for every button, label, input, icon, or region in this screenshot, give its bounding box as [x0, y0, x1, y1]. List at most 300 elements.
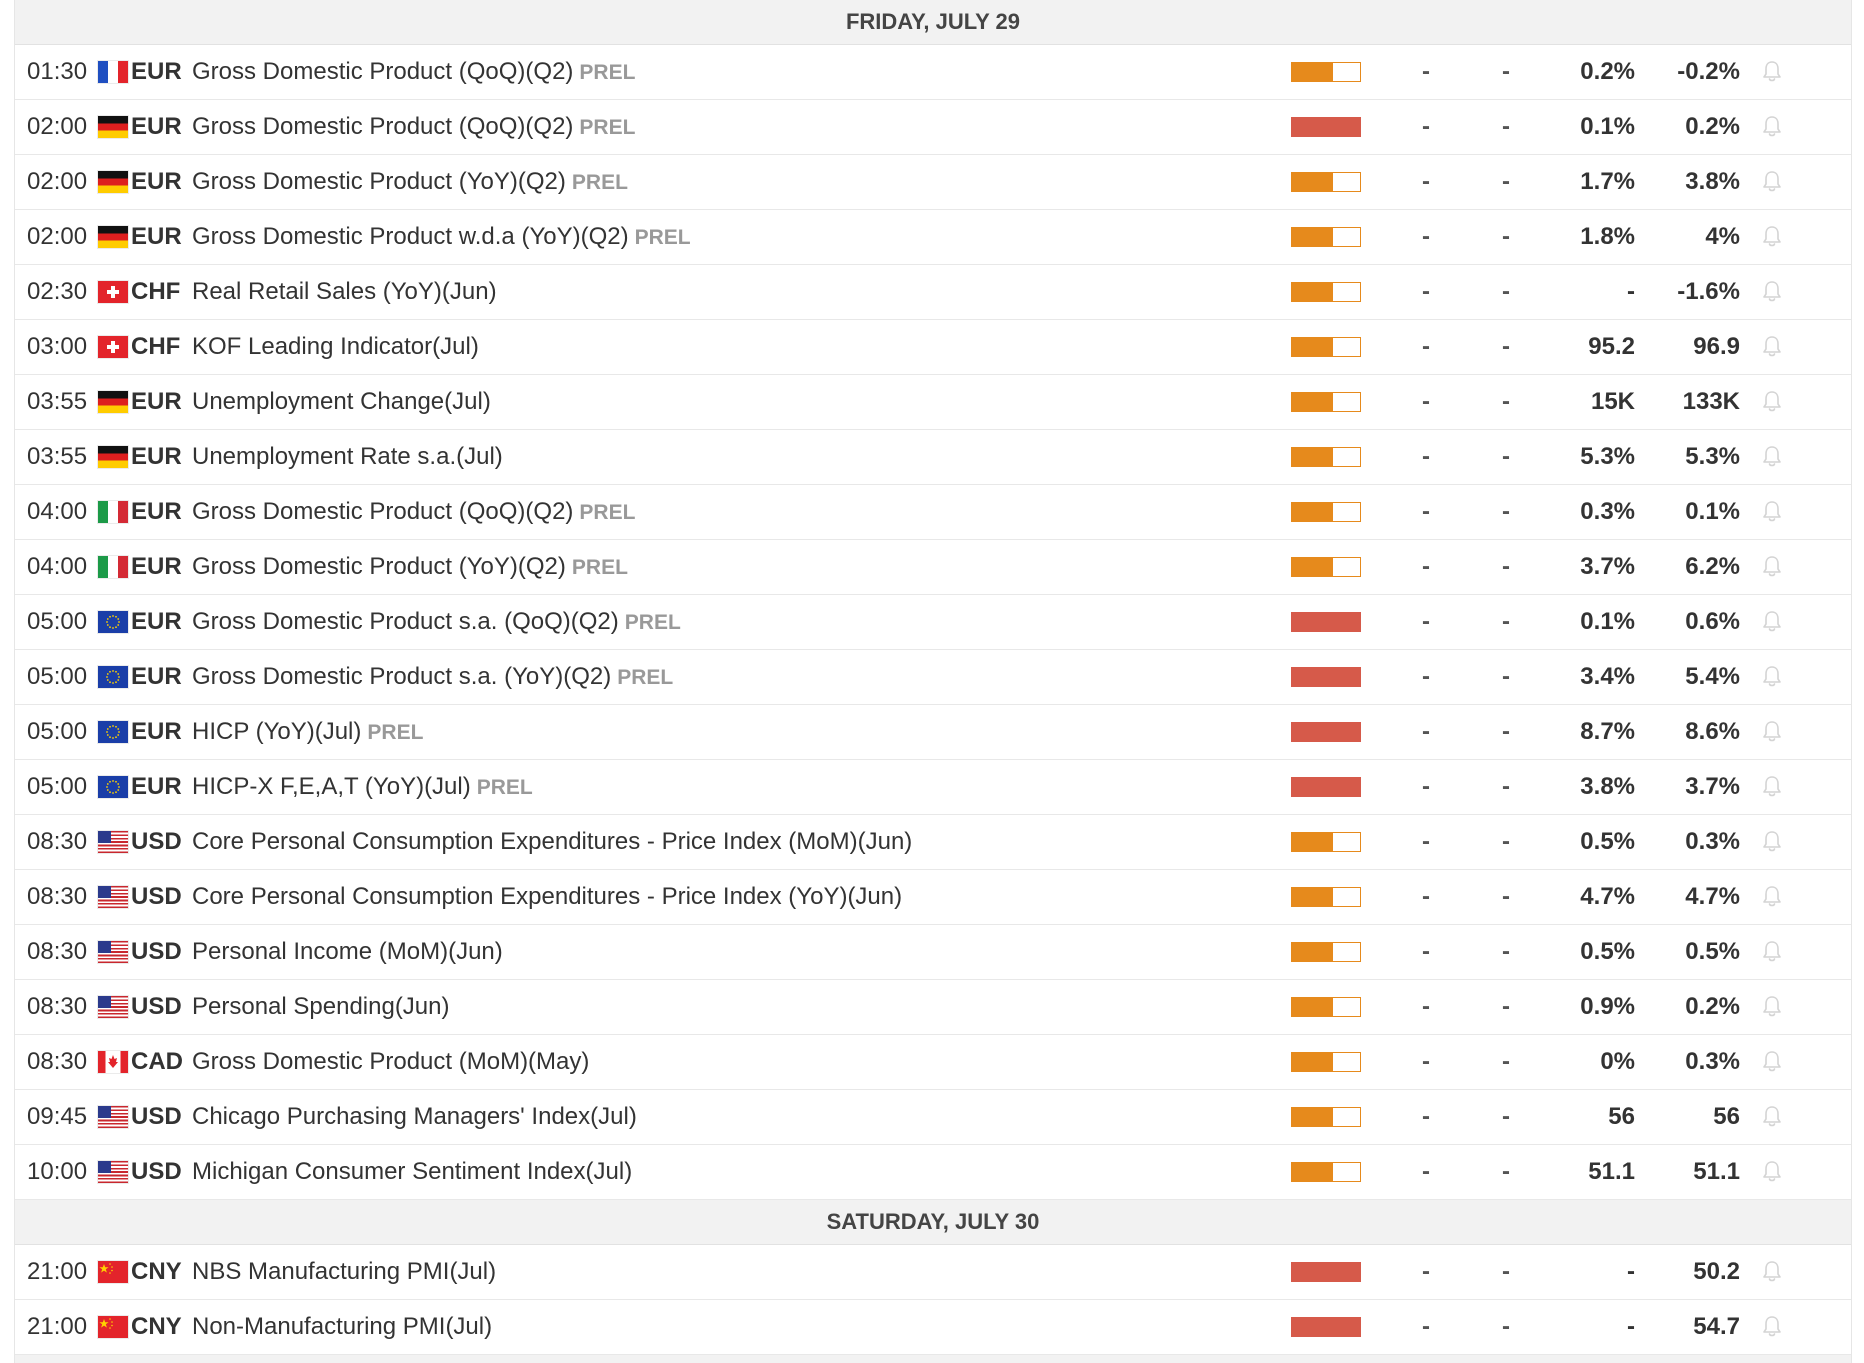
impact-bar [1291, 1162, 1361, 1182]
impact-fill [1292, 228, 1333, 246]
flag-us-icon [98, 996, 128, 1018]
forecast-value: - [1502, 278, 1510, 305]
impact-bar [1291, 667, 1361, 687]
event-title[interactable]: Gross Domestic Product (QoQ)(Q2) [192, 498, 574, 525]
event-time: 05:00 [27, 663, 88, 690]
bell-icon[interactable] [1759, 499, 1785, 525]
event-row[interactable] [15, 705, 1851, 760]
previous-value: 5.3% [1580, 443, 1635, 470]
event-title[interactable]: Real Retail Sales (YoY)(Jun) [192, 278, 497, 305]
actual-value: - [1422, 938, 1430, 965]
event-row[interactable] [15, 1145, 1851, 1200]
previous-value: 1.7% [1580, 168, 1635, 195]
event-time: 05:00 [27, 718, 88, 745]
event-name[interactable] [192, 1300, 1252, 1354]
impact-bar [1291, 612, 1361, 632]
previous-value: 15K [1590, 388, 1635, 415]
event-time: 02:30 [27, 278, 88, 305]
currency-code: EUR [131, 168, 182, 195]
impact-fill [1292, 888, 1333, 906]
event-row[interactable] [15, 980, 1851, 1035]
flag-us-icon [98, 831, 128, 853]
event-name[interactable] [192, 925, 1252, 979]
bell-icon[interactable] [1759, 994, 1785, 1020]
previous-value: 1.8% [1580, 223, 1635, 250]
currency-code: USD [131, 1158, 182, 1185]
event-row[interactable] [15, 1090, 1851, 1145]
event-time: 05:00 [27, 608, 88, 635]
day-header: FRIDAY, JULY 29 [15, 0, 1851, 45]
consensus-value: 4% [1705, 223, 1740, 250]
impact-bar [1291, 1317, 1361, 1337]
prel-tag: PREL [579, 501, 636, 524]
event-row[interactable] [15, 45, 1851, 100]
prel-tag: PREL [571, 171, 628, 194]
impact-bar [1291, 282, 1361, 302]
event-name[interactable] [192, 980, 1252, 1034]
consensus-value: 5.3% [1685, 443, 1740, 470]
impact-fill [1292, 833, 1333, 851]
flag-us-icon [98, 886, 128, 908]
consensus-value: 0.3% [1685, 828, 1740, 855]
event-row[interactable] [15, 1245, 1851, 1300]
flag-ch-icon [98, 281, 128, 303]
consensus-value: 5.4% [1685, 663, 1740, 690]
previous-value: 0.9% [1580, 993, 1635, 1020]
bell-icon[interactable] [1759, 884, 1785, 910]
flag-eu-icon [98, 721, 128, 743]
impact-fill [1292, 283, 1333, 301]
event-time: 02:00 [27, 113, 88, 140]
impact-fill [1292, 118, 1360, 136]
impact-fill [1292, 63, 1333, 81]
impact-fill [1292, 1108, 1333, 1126]
event-row[interactable] [15, 320, 1851, 375]
event-name[interactable] [192, 210, 1252, 264]
forecast-value: - [1502, 663, 1510, 690]
event-title[interactable]: Gross Domestic Product s.a. (QoQ)(Q2) [192, 608, 619, 635]
impact-bar [1291, 722, 1361, 742]
previous-value: 0.1% [1580, 113, 1635, 140]
forecast-value: - [1502, 608, 1510, 635]
forecast-value: - [1502, 553, 1510, 580]
flag-it-icon [98, 501, 128, 523]
actual-value: - [1422, 718, 1430, 745]
event-name[interactable] [192, 320, 1252, 374]
bell-icon[interactable] [1759, 609, 1785, 635]
event-title[interactable]: Chicago Purchasing Managers' Index(Jul) [192, 1103, 637, 1130]
flag-fr-icon [98, 61, 128, 83]
event-row[interactable] [15, 100, 1851, 155]
actual-value: - [1422, 1103, 1430, 1130]
event-time: 08:30 [27, 883, 88, 910]
bell-icon[interactable] [1759, 444, 1785, 470]
prel-tag: PREL [579, 61, 636, 84]
impact-fill [1292, 668, 1360, 686]
impact-bar [1291, 997, 1361, 1017]
bell-icon[interactable] [1759, 1259, 1785, 1285]
forecast-value: - [1502, 333, 1510, 360]
currency-code: EUR [131, 718, 182, 745]
event-title[interactable]: KOF Leading Indicator(Jul) [192, 333, 479, 360]
impact-bar [1291, 557, 1361, 577]
consensus-value: 50.2 [1693, 1258, 1740, 1285]
previous-value: 0.2% [1580, 58, 1635, 85]
currency-code: USD [131, 828, 182, 855]
flag-ch-icon [98, 336, 128, 358]
forecast-value: - [1502, 388, 1510, 415]
impact-fill [1292, 778, 1360, 796]
event-title[interactable]: Gross Domestic Product (YoY)(Q2) [192, 168, 566, 195]
consensus-value: 4.7% [1685, 883, 1740, 910]
previous-value: 0% [1600, 1048, 1635, 1075]
event-title[interactable]: Gross Domestic Product (QoQ)(Q2) [192, 113, 574, 140]
impact-fill [1292, 943, 1333, 961]
flag-it-icon [98, 556, 128, 578]
currency-code: USD [131, 938, 182, 965]
impact-fill [1292, 1163, 1333, 1181]
consensus-value: 0.2% [1685, 113, 1740, 140]
impact-bar [1291, 777, 1361, 797]
actual-value: - [1422, 608, 1430, 635]
event-row[interactable] [15, 540, 1851, 595]
table-footer-strip [15, 1355, 1851, 1363]
impact-bar [1291, 887, 1361, 907]
event-title[interactable]: Personal Income (MoM)(Jun) [192, 938, 503, 965]
previous-value: - [1627, 278, 1635, 305]
impact-bar [1291, 337, 1361, 357]
impact-bar [1291, 1107, 1361, 1127]
actual-value: - [1422, 168, 1430, 195]
flag-de-icon [98, 391, 128, 413]
bell-icon[interactable] [1759, 554, 1785, 580]
currency-code: CHF [131, 333, 181, 360]
event-name[interactable] [192, 650, 1252, 704]
actual-value: - [1422, 1158, 1430, 1185]
event-title[interactable]: Gross Domestic Product (YoY)(Q2) [192, 553, 566, 580]
event-time: 02:00 [27, 168, 88, 195]
forecast-value: - [1502, 168, 1510, 195]
impact-fill [1292, 998, 1333, 1016]
consensus-value: 8.6% [1685, 718, 1740, 745]
impact-fill [1292, 173, 1333, 191]
event-title[interactable]: HICP (YoY)(Jul) [192, 718, 362, 745]
forecast-value: - [1502, 828, 1510, 855]
consensus-value: -1.6% [1677, 278, 1740, 305]
impact-bar [1291, 942, 1361, 962]
bell-icon[interactable] [1759, 59, 1785, 85]
flag-cn-icon [98, 1261, 128, 1283]
impact-fill [1292, 338, 1333, 356]
flag-de-icon [98, 226, 128, 248]
event-time: 03:00 [27, 333, 88, 360]
bell-icon[interactable] [1759, 389, 1785, 415]
previous-value: 0.5% [1580, 828, 1635, 855]
event-time: 09:45 [27, 1103, 88, 1130]
event-name[interactable] [192, 155, 1252, 209]
previous-value: 3.7% [1580, 553, 1635, 580]
consensus-value: 133K [1682, 388, 1740, 415]
event-name[interactable] [192, 1145, 1252, 1199]
event-time: 08:30 [27, 828, 88, 855]
impact-bar [1291, 392, 1361, 412]
actual-value: - [1422, 1258, 1430, 1285]
flag-de-icon [98, 446, 128, 468]
event-row[interactable] [15, 210, 1851, 265]
forecast-value: - [1502, 1103, 1510, 1130]
impact-fill [1292, 1263, 1360, 1281]
event-row[interactable] [15, 375, 1851, 430]
event-name[interactable] [192, 1090, 1252, 1144]
impact-fill [1292, 1318, 1360, 1336]
currency-code: CNY [131, 1313, 182, 1340]
event-title[interactable]: Non-Manufacturing PMI(Jul) [192, 1313, 493, 1340]
event-time: 02:00 [27, 223, 88, 250]
flag-eu-icon [98, 611, 128, 633]
currency-code: EUR [131, 608, 182, 635]
consensus-value: 0.6% [1685, 608, 1740, 635]
impact-bar [1291, 502, 1361, 522]
impact-fill [1292, 723, 1360, 741]
event-name[interactable] [192, 100, 1252, 154]
event-name[interactable] [192, 375, 1252, 429]
event-time: 08:30 [27, 938, 88, 965]
currency-code: EUR [131, 113, 182, 140]
day-header: SATURDAY, JULY 30 [15, 1200, 1851, 1245]
previous-value: - [1627, 1258, 1635, 1285]
event-row[interactable] [15, 155, 1851, 210]
forecast-value: - [1502, 58, 1510, 85]
flag-us-icon [98, 1161, 128, 1183]
consensus-value: 0.3% [1685, 1048, 1740, 1075]
event-row[interactable] [15, 815, 1851, 870]
event-row[interactable] [15, 1035, 1851, 1090]
currency-code: CAD [131, 1048, 183, 1075]
event-title[interactable]: Personal Spending(Jun) [192, 993, 450, 1020]
previous-value: - [1627, 1313, 1635, 1340]
actual-value: - [1422, 223, 1430, 250]
event-time: 05:00 [27, 773, 88, 800]
consensus-value: 56 [1713, 1103, 1740, 1130]
impact-bar [1291, 117, 1361, 137]
event-name[interactable] [192, 430, 1252, 484]
bell-icon[interactable] [1759, 1159, 1785, 1185]
currency-code: EUR [131, 498, 182, 525]
impact-bar [1291, 1052, 1361, 1072]
impact-bar [1291, 832, 1361, 852]
forecast-value: - [1502, 498, 1510, 525]
event-name[interactable] [192, 1245, 1252, 1299]
event-row[interactable] [15, 485, 1851, 540]
event-name[interactable] [192, 760, 1252, 814]
prel-tag: PREL [476, 776, 533, 799]
actual-value: - [1422, 553, 1430, 580]
forecast-value: - [1502, 443, 1510, 470]
impact-fill [1292, 393, 1333, 411]
event-name[interactable] [192, 485, 1252, 539]
event-row[interactable] [15, 265, 1851, 320]
event-title[interactable]: Gross Domestic Product s.a. (YoY)(Q2) [192, 663, 612, 690]
flag-ca-icon [98, 1051, 128, 1073]
currency-code: USD [131, 883, 182, 910]
actual-value: - [1422, 883, 1430, 910]
event-time: 01:30 [27, 58, 88, 85]
previous-value: 95.2 [1588, 333, 1635, 360]
currency-code: EUR [131, 58, 182, 85]
event-title[interactable]: Gross Domestic Product (MoM)(May) [192, 1048, 590, 1075]
consensus-value: -0.2% [1677, 58, 1740, 85]
forecast-value: - [1502, 1313, 1510, 1340]
event-name[interactable] [192, 45, 1252, 99]
event-name[interactable] [192, 705, 1252, 759]
event-row[interactable] [15, 870, 1851, 925]
currency-code: CHF [131, 278, 181, 305]
actual-value: - [1422, 1048, 1430, 1075]
previous-value: 8.7% [1580, 718, 1635, 745]
event-name[interactable] [192, 265, 1252, 319]
currency-code: EUR [131, 553, 182, 580]
previous-value: 0.1% [1580, 608, 1635, 635]
previous-value: 4.7% [1580, 883, 1635, 910]
previous-value: 56 [1608, 1103, 1635, 1130]
event-title[interactable]: Core Personal Consumption Expenditures - Price Index (MoM)(Jun) [192, 828, 913, 855]
currency-code: EUR [131, 773, 182, 800]
consensus-value: 6.2% [1685, 553, 1740, 580]
prel-tag: PREL [579, 116, 636, 139]
bell-icon[interactable] [1759, 774, 1785, 800]
impact-bar [1291, 172, 1361, 192]
bell-icon[interactable] [1759, 114, 1785, 140]
prel-tag: PREL [624, 611, 681, 634]
event-row[interactable] [15, 650, 1851, 705]
actual-value: - [1422, 278, 1430, 305]
event-time: 21:00 [27, 1258, 88, 1285]
previous-value: 51.1 [1588, 1158, 1635, 1185]
forecast-value: - [1502, 993, 1510, 1020]
event-row[interactable] [15, 760, 1851, 815]
forecast-value: - [1502, 1258, 1510, 1285]
flag-cn-icon [98, 1316, 128, 1338]
event-row[interactable] [15, 595, 1851, 650]
event-title[interactable]: Michigan Consumer Sentiment Index(Jul) [192, 1158, 633, 1185]
prel-tag: PREL [367, 721, 424, 744]
bell-icon[interactable] [1759, 334, 1785, 360]
bell-icon[interactable] [1759, 169, 1785, 195]
bell-icon[interactable] [1759, 1049, 1785, 1075]
event-time: 04:00 [27, 498, 88, 525]
event-time: 04:00 [27, 553, 88, 580]
currency-code: CNY [131, 1258, 182, 1285]
impact-fill [1292, 558, 1333, 576]
flag-us-icon [98, 941, 128, 963]
forecast-value: - [1502, 938, 1510, 965]
forecast-value: - [1502, 718, 1510, 745]
bell-icon[interactable] [1759, 1104, 1785, 1130]
event-time: 08:30 [27, 1048, 88, 1075]
actual-value: - [1422, 58, 1430, 85]
currency-code: EUR [131, 443, 182, 470]
previous-value: 0.5% [1580, 938, 1635, 965]
previous-value: 0.3% [1580, 498, 1635, 525]
event-name[interactable] [192, 595, 1252, 649]
previous-value: 3.8% [1580, 773, 1635, 800]
forecast-value: - [1502, 113, 1510, 140]
bell-icon[interactable] [1759, 1314, 1785, 1340]
impact-fill [1292, 503, 1333, 521]
impact-bar [1291, 1262, 1361, 1282]
bell-icon[interactable] [1759, 829, 1785, 855]
event-title[interactable]: Gross Domestic Product w.d.a (YoY)(Q2) [192, 223, 629, 250]
flag-de-icon [98, 171, 128, 193]
impact-fill [1292, 1053, 1333, 1071]
actual-value: - [1422, 663, 1430, 690]
actual-value: - [1422, 333, 1430, 360]
forecast-value: - [1502, 1048, 1510, 1075]
event-name[interactable] [192, 540, 1252, 594]
impact-bar [1291, 227, 1361, 247]
flag-eu-icon [98, 776, 128, 798]
event-time: 08:30 [27, 993, 88, 1020]
actual-value: - [1422, 388, 1430, 415]
event-row[interactable] [15, 430, 1851, 485]
event-time: 03:55 [27, 388, 88, 415]
event-name[interactable] [192, 815, 1252, 869]
event-name[interactable] [192, 870, 1252, 924]
previous-value: 3.4% [1580, 663, 1635, 690]
event-title[interactable]: Unemployment Rate s.a.(Jul) [192, 443, 503, 470]
bell-icon[interactable] [1759, 719, 1785, 745]
consensus-value: 0.1% [1685, 498, 1740, 525]
consensus-value: 54.7 [1693, 1313, 1740, 1340]
economic-calendar [14, 0, 1852, 1363]
flag-us-icon [98, 1106, 128, 1128]
bell-icon[interactable] [1759, 279, 1785, 305]
currency-code: EUR [131, 223, 182, 250]
bell-icon[interactable] [1759, 939, 1785, 965]
event-title[interactable]: NBS Manufacturing PMI(Jul) [192, 1258, 497, 1285]
actual-value: - [1422, 1313, 1430, 1340]
currency-code: EUR [131, 663, 182, 690]
actual-value: - [1422, 443, 1430, 470]
event-row[interactable] [15, 1300, 1851, 1355]
actual-value: - [1422, 993, 1430, 1020]
actual-value: - [1422, 773, 1430, 800]
event-name[interactable] [192, 1035, 1252, 1089]
prel-tag: PREL [634, 226, 691, 249]
bell-icon[interactable] [1759, 664, 1785, 690]
event-title[interactable]: Unemployment Change(Jul) [192, 388, 491, 415]
consensus-value: 51.1 [1693, 1158, 1740, 1185]
event-row[interactable] [15, 925, 1851, 980]
event-title[interactable]: HICP-X F,E,A,T (YoY)(Jul) [192, 773, 471, 800]
prel-tag: PREL [617, 666, 674, 689]
flag-de-icon [98, 116, 128, 138]
currency-code: USD [131, 993, 182, 1020]
bell-icon[interactable] [1759, 224, 1785, 250]
impact-bar [1291, 62, 1361, 82]
consensus-value: 0.2% [1685, 993, 1740, 1020]
prel-tag: PREL [571, 556, 628, 579]
flag-eu-icon [98, 666, 128, 688]
forecast-value: - [1502, 883, 1510, 910]
forecast-value: - [1502, 1158, 1510, 1185]
event-time: 10:00 [27, 1158, 88, 1185]
event-title[interactable]: Gross Domestic Product (QoQ)(Q2) [192, 58, 574, 85]
impact-fill [1292, 448, 1333, 466]
consensus-value: 0.5% [1685, 938, 1740, 965]
forecast-value: - [1502, 773, 1510, 800]
event-title[interactable]: Core Personal Consumption Expenditures - Price Index (YoY)(Jun) [192, 883, 903, 910]
